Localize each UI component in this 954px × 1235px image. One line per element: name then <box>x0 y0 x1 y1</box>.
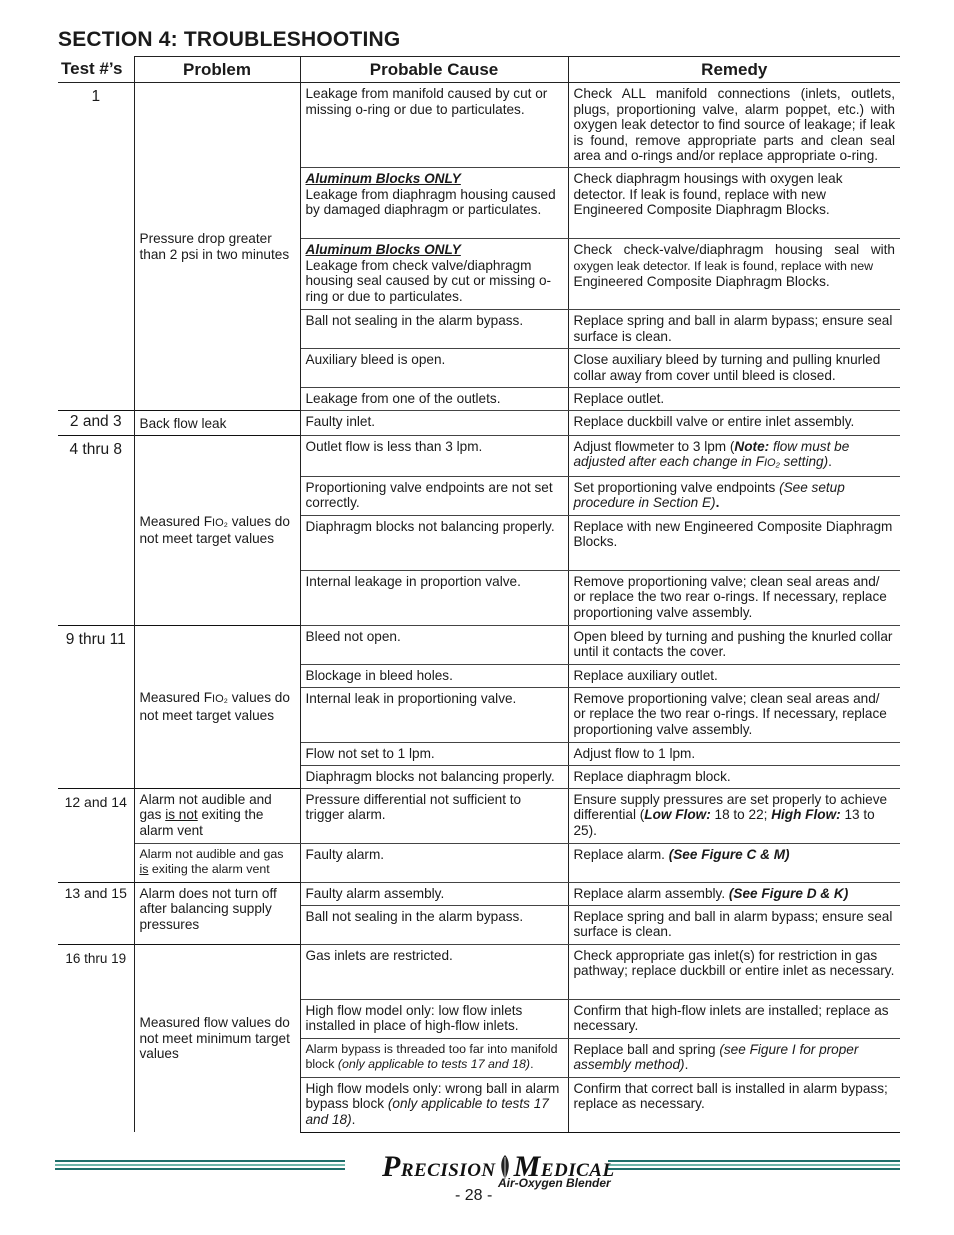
table-row <box>58 625 900 664</box>
problem-text: Measured F <box>139 690 213 705</box>
remedy-text: (See setup procedure in Section E) <box>573 479 845 511</box>
cause-cell: Faulty inlet. <box>300 411 568 436</box>
test-number: 1 <box>58 83 134 411</box>
remedy-text: . <box>828 454 832 470</box>
cause-text: Leakage from diaphragm housing caused by damaged diaphragm or particulates. <box>305 186 556 218</box>
cause-cell: Internal leak in proportioning valve. <box>300 687 568 742</box>
problem-text: exiting the alarm vent <box>139 807 264 838</box>
cause-cell: Leakage from one of the outlets. <box>300 388 568 411</box>
remedy-cell <box>568 788 900 843</box>
cause-cell: Ball not sealing in the alarm bypass. <box>300 310 568 349</box>
remedy-text: . <box>715 495 720 511</box>
problem-text: is <box>139 862 149 877</box>
problem-text: values do not meet target values <box>139 513 290 547</box>
page-title: SECTION 4: TROUBLESHOOTING <box>58 28 401 51</box>
remedy-cell: Check ALL manifold connections (inlets, outlets, plugs, proportioning valve, alarm poppet, etc.) with oxygen leak detector to find source of leakage; if leak is found, remove appropriate parts and clean seal area and o-rings and/or replace appropriate o-ring. <box>568 83 900 168</box>
troubleshooting-table <box>58 56 900 1133</box>
cause-text: . <box>351 1111 356 1127</box>
cause-cell: Internal leakage in proportion valve. <box>300 570 568 625</box>
remedy-cell <box>568 239 900 310</box>
remedy-cell <box>568 843 900 882</box>
cause-cell: Pressure differential not sufficient to trigger alarm. <box>300 788 568 843</box>
remedy-cell <box>568 476 900 515</box>
cause-cell <box>300 239 568 310</box>
footer-rule-right <box>608 1160 900 1172</box>
remedy-text: Ensure supply pressures are set properly to achieve differential ( <box>573 791 888 823</box>
remedy-cell: Check appropriate gas inlet(s) for restriction in gas pathway; replace duckbill or entire inlet as necessary. <box>568 944 900 999</box>
table-row <box>58 788 900 843</box>
fio-symbol: IO₂ <box>763 457 780 470</box>
remedy-text: Replace alarm assembly. <box>573 885 729 901</box>
problem-text: Alarm not audible and gas <box>139 846 284 861</box>
remedy-text: Replace ball and spring <box>573 1041 720 1057</box>
fio-symbol: IO₂ <box>212 516 228 529</box>
remedy-text: (see Figure I for proper assembly method) <box>573 1041 859 1073</box>
remedy-cell: Close auxiliary bleed by turning and pulling knurled collar away from cover until bleed is closed. <box>568 349 900 388</box>
remedy-cell: Open bleed by turning and pushing the knurled collar until it contacts the cover. <box>568 625 900 664</box>
product-subtitle: Air-Oxygen Blender <box>498 1176 611 1190</box>
fio-symbol: IO₂ <box>212 693 228 705</box>
remedy-text: F <box>755 454 764 470</box>
cause-text: High flow models only: wrong ball in alarm bypass block <box>305 1080 560 1112</box>
problem-cell <box>134 843 300 882</box>
cause-cell: Leakage from manifold caused by cut or missing o-ring or due to particulates. <box>300 83 568 168</box>
cause-cell <box>300 1077 568 1132</box>
test-number: 16 thru 19 <box>58 944 134 1132</box>
test-number: 2 and 3 <box>58 411 134 436</box>
problem-cell <box>134 788 300 843</box>
remedy-cell: Check diaphragm housings with oxygen leak detector. If leak is found, replace with new Engineered Composite Diaphragm Blocks. <box>568 168 900 239</box>
table-header-row <box>58 57 900 83</box>
remedy-cell: Confirm that correct ball is installed in alarm bypass; replace as necessary. <box>568 1077 900 1132</box>
remedy-text: Low Flow: <box>644 807 711 823</box>
cause-cell: Gas inlets are restricted. <box>300 944 568 999</box>
problem-text: values do not meet target values <box>139 690 290 723</box>
header-cause: Probable Cause <box>300 57 568 83</box>
remedy-text: 18 to 22; <box>710 807 772 823</box>
cause-cell: Bleed not open. <box>300 625 568 664</box>
cause-cell: Flow not set to 1 lpm. <box>300 742 568 765</box>
header-problem: Problem <box>134 57 300 83</box>
remedy-cell: Replace auxiliary outlet. <box>568 664 900 687</box>
problem-cell <box>134 435 300 625</box>
remedy-text: flow must be adjusted after each change in <box>573 438 850 470</box>
cause-text: Leakage from check valve/diaphragm housing seal caused by cut or missing o-ring or due to particulates. <box>305 257 552 304</box>
remedy-cell: Adjust flow to 1 lpm. <box>568 742 900 765</box>
remedy-cell <box>568 1038 900 1077</box>
remedy-text: (See Figure D & K) <box>728 885 849 901</box>
cause-text: (only applicable to tests 17 and 18) <box>337 1057 531 1072</box>
cause-cell: High flow model only: low flow inlets installed in place of high-flow inlets. <box>300 999 568 1038</box>
problem-text: Measured F <box>139 513 213 529</box>
remedy-cell: Remove proportioning valve; clean seal areas and/ or replace the two rear o-rings. If necessary, replace proportioning valve assembly. <box>568 687 900 742</box>
remedy-text: . <box>684 1057 689 1073</box>
page-number: - 28 - <box>455 1187 493 1204</box>
remedy-line: Check check-valve/diaphragm housing seal with <box>573 242 895 257</box>
remedy-cell: Confirm that high-flow inlets are installed; replace as necessary. <box>568 999 900 1038</box>
cause-cell: Outlet flow is less than 3 lpm. <box>300 435 568 476</box>
cause-cell: Proportioning valve endpoints are not set correctly. <box>300 476 568 515</box>
remedy-cell: Remove proportioning valve; clean seal areas and/ or replace the two rear o-rings. If necessary, replace proportioning valve assembly. <box>568 570 900 625</box>
table-row <box>58 843 900 882</box>
footer-rule-left <box>55 1160 345 1172</box>
logo-letter: M <box>513 1150 541 1183</box>
logo-text: RECISION <box>400 1160 496 1181</box>
remedy-text: 13 to 25). <box>573 807 875 838</box>
problem-text: Alarm not audible and gas <box>139 791 272 823</box>
cause-cell: Faulty alarm. <box>300 843 568 882</box>
remedy-cell <box>568 435 900 476</box>
remedy-text: Adjust flowmeter to 3 lpm ( <box>573 438 735 454</box>
remedy-text: (See Figure C & M) <box>668 846 790 862</box>
cause-text: (only applicable to tests 17 and 18) <box>305 1096 549 1127</box>
remedy-cell: Replace with new Engineered Composite Diaphragm Blocks. <box>568 515 900 570</box>
cause-cell <box>300 1038 568 1077</box>
problem-text: exiting the alarm vent <box>148 862 270 877</box>
cause-cell <box>300 168 568 239</box>
header-remedy: Remedy <box>568 57 900 83</box>
test-number: 13 and 15 <box>58 882 134 944</box>
remedy-cell: Replace spring and ball in alarm bypass; ensure seal surface is clean. <box>568 905 900 944</box>
table-row <box>58 83 900 168</box>
problem-cell <box>134 625 300 788</box>
cause-heading: Aluminum Blocks ONLY <box>305 242 461 257</box>
remedy-cell: Replace diaphragm block. <box>568 765 900 788</box>
test-number: 9 thru 11 <box>58 625 134 788</box>
table-row <box>58 435 900 476</box>
remedy-cell: Replace outlet. <box>568 388 900 411</box>
remedy-line: Engineered Composite Diaphragm Blocks. <box>573 274 830 290</box>
remedy-note: Note: <box>734 438 770 454</box>
problem-cell: Measured flow values do not meet minimum target values <box>134 944 300 1132</box>
cause-cell: Diaphragm blocks not balancing properly. <box>300 765 568 788</box>
logo-text: EDICAL <box>540 1160 615 1181</box>
logo-letter: P <box>382 1150 401 1183</box>
test-number: 12 and 14 <box>58 788 134 882</box>
cause-cell: Diaphragm blocks not balancing properly. <box>300 515 568 570</box>
cause-cell: Blockage in bleed holes. <box>300 664 568 687</box>
cause-cell: Faulty alarm assembly. <box>300 882 568 905</box>
remedy-text: High Flow: <box>771 807 841 823</box>
table-row <box>58 411 900 436</box>
problem-text: is not <box>165 807 198 823</box>
cause-text: . <box>530 1057 534 1072</box>
remedy-text: Set proportioning valve endpoints <box>573 479 780 495</box>
cause-text: Alarm bypass is threaded too far into manifold block <box>305 1041 558 1072</box>
header-test: Test #’s <box>58 57 134 83</box>
table-row <box>58 882 900 905</box>
cause-cell: Auxiliary bleed is open. <box>300 349 568 388</box>
remedy-text: Replace alarm. <box>573 846 669 862</box>
remedy-cell: Replace spring and ball in alarm bypass; ensure seal surface is clean. <box>568 310 900 349</box>
cause-cell: Ball not sealing in the alarm bypass. <box>300 905 568 944</box>
table-row <box>58 944 900 999</box>
remedy-text: setting) <box>779 454 829 470</box>
test-number: 4 thru 8 <box>58 435 134 625</box>
problem-cell: Back flow leak <box>134 411 300 436</box>
problem-cell: Pressure drop greater than 2 psi in two minutes <box>134 83 300 411</box>
remedy-line: oxygen leak detector. If leak is found, replace with new <box>573 258 874 273</box>
cause-heading: Aluminum Blocks ONLY <box>305 171 461 186</box>
remedy-cell: Replace duckbill valve or entire inlet assembly. <box>568 411 900 436</box>
remedy-cell <box>568 882 900 905</box>
problem-cell: Alarm does not turn off after balancing supply pressures <box>134 882 300 944</box>
